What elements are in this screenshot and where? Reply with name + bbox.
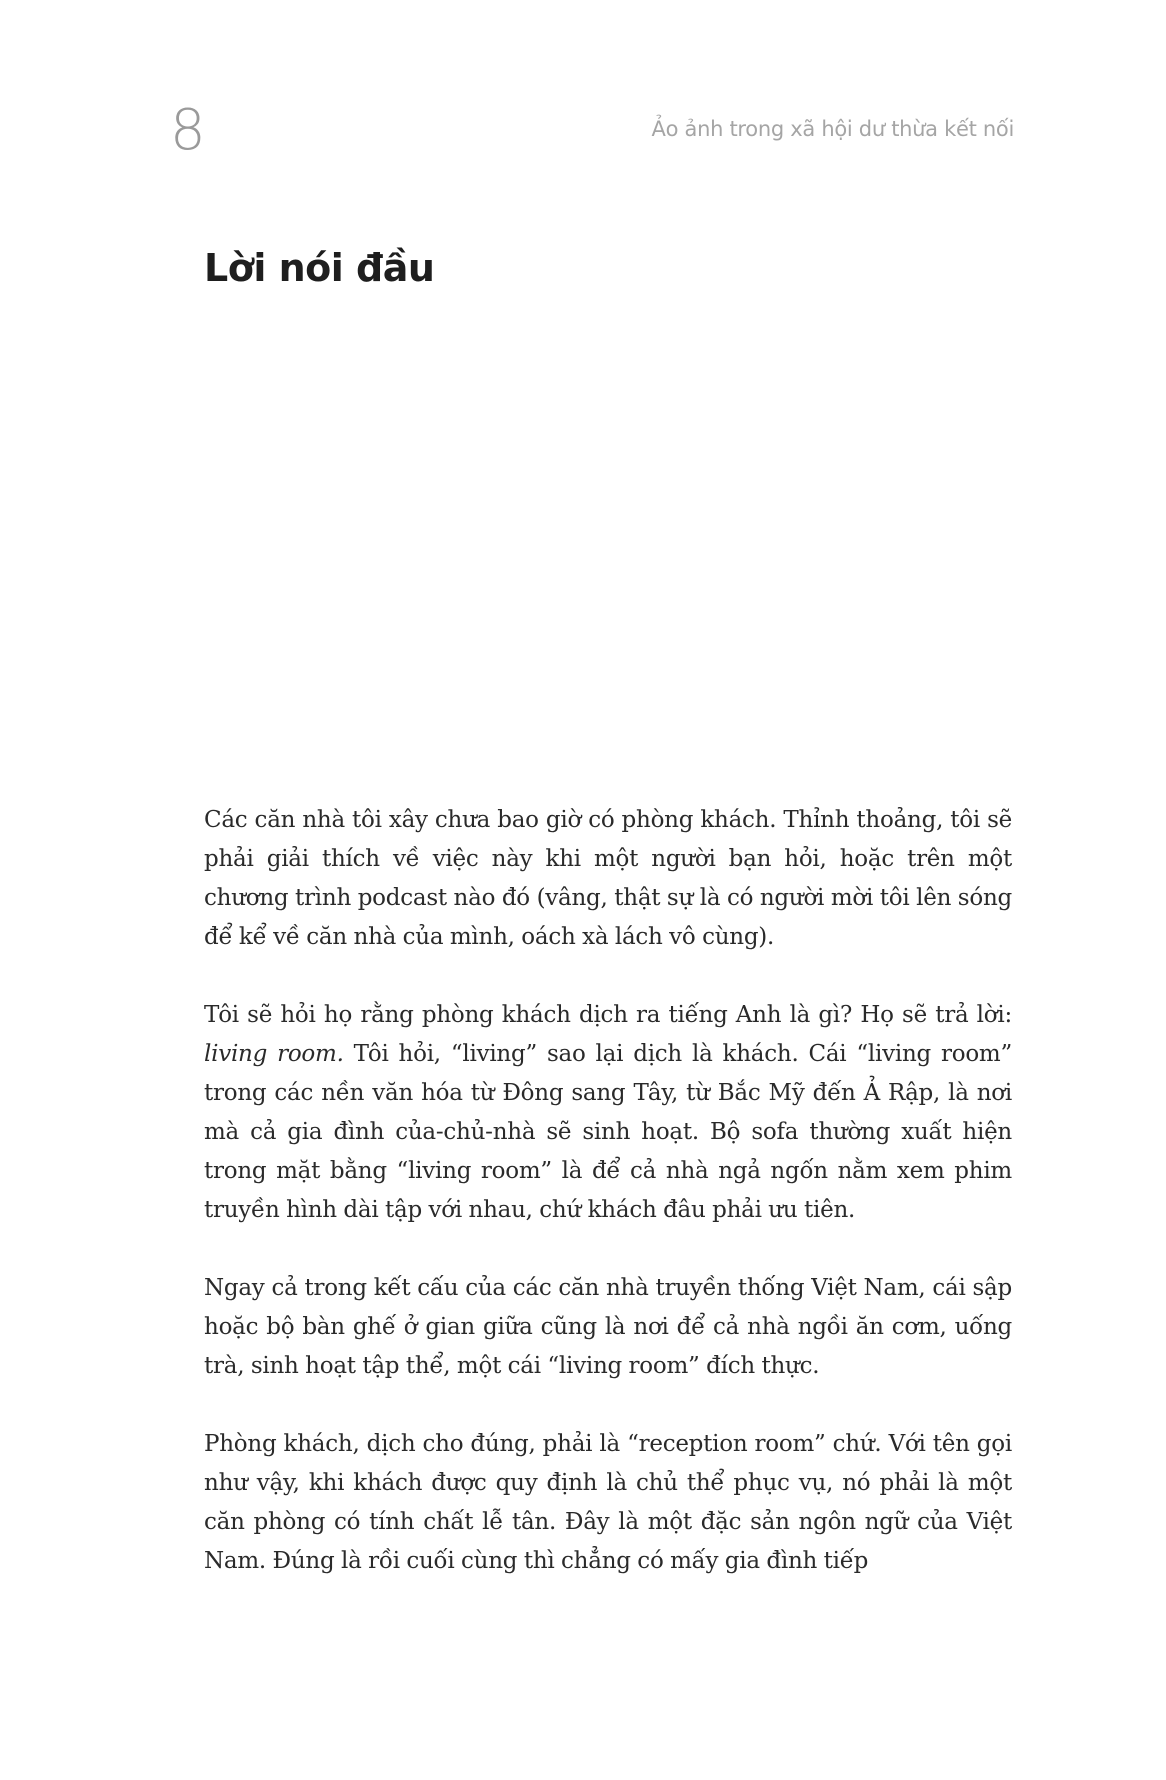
paragraph-1: Các căn nhà tôi xây chưa bao giờ có phòng khách. Thỉnh thoảng, tôi sẽ phải giải thích về việc này khi một người bạn hỏi, hoặc trên một chương trình podcast nào đó (vâng, thật sự là có người mời tôi lên sóng để kể về căn nhà của mình, oách xà lách vô cùng). — [204, 807, 1012, 950]
paragraph-4: Phòng khách, dịch cho đúng, phải là “reception room” chứ. Với tên gọi như vậy, khi khách được quy định là chủ thể phục vụ, nó phải là một căn phòng có tính chất lễ tân. Đây là một đặc sản ngôn ngữ của Việt Nam. Đúng là rồi cuối cùng thì chẳng có mấy gia đình tiếp — [204, 1431, 1012, 1574]
chapter-title: Lời nói đầu — [204, 246, 435, 290]
paragraph-2 — [204, 996, 1012, 1230]
paragraph-3: Ngay cả trong kết cấu của các căn nhà truyền thống Việt Nam, cái sập hoặc bộ bàn ghế ở gian giữa cũng là nơi để cả nhà ngồi ăn cơm, uống trà, sinh hoạt tập thể, một cái “living room” đích thực. — [204, 1275, 1012, 1379]
page-number: 8 — [170, 98, 206, 163]
paragraph-2-emphasis: living room. — [204, 1041, 344, 1067]
paragraph-2-part-a: Tôi sẽ hỏi họ rằng phòng khách dịch ra tiếng Anh là gì? Họ sẽ trả lời: — [204, 1002, 1012, 1028]
paragraph-2-part-b: Tôi hỏi, “living” sao lại dịch là khách. Cái “living room” trong các nền văn hóa từ Đông sang Tây, từ Bắc Mỹ đến Ả Rập, là nơi mà cả gia đình của-chủ-nhà sẽ sinh hoạt. Bộ sofa thường xuất hiện trong mặt bằng “living room” là để cả nhà ngả ngốn nằm xem phim truyền hình dài tập với nhau, chứ khách đâu phải ưu tiên. — [204, 1041, 1012, 1223]
body-text — [204, 801, 1012, 1620]
running-header: Ảo ảnh trong xã hội dư thừa kết nối — [651, 117, 1014, 141]
